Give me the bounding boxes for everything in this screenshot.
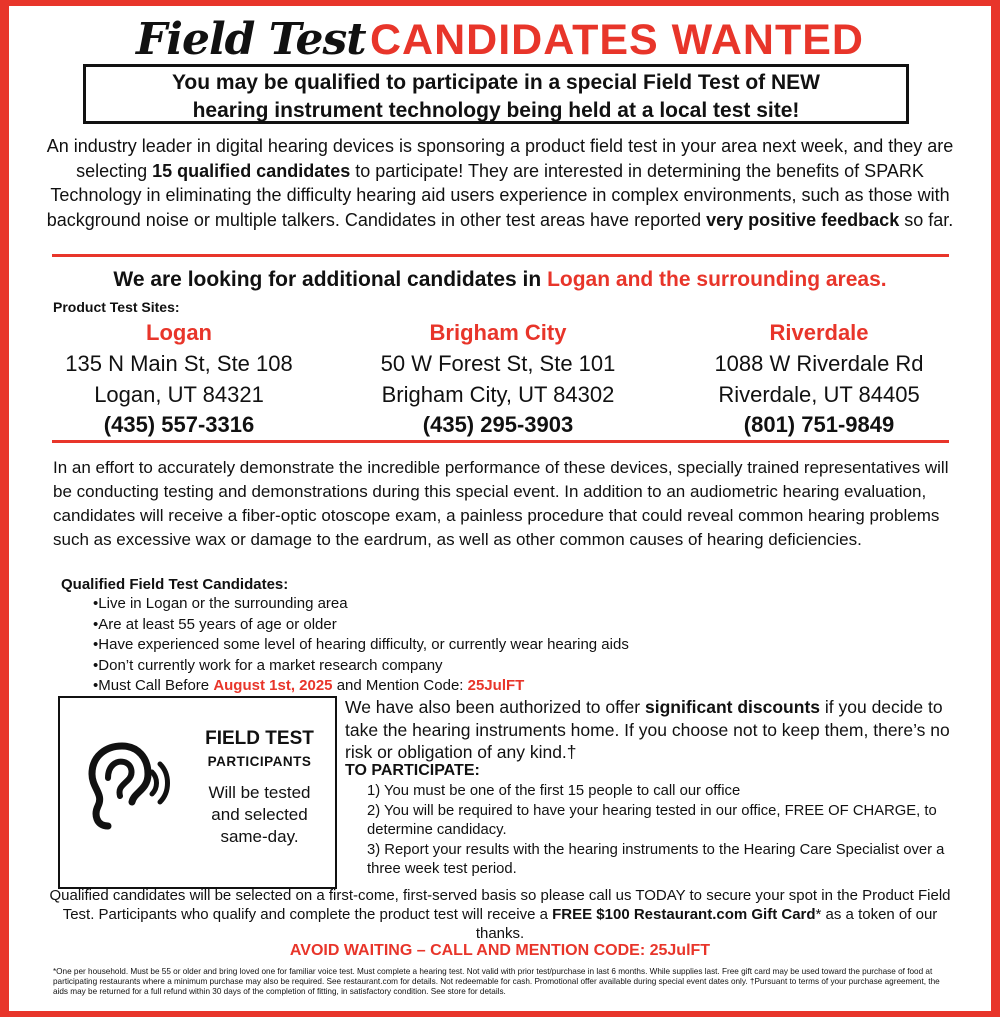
ad-page: [9, 6, 991, 1011]
candidates-wanted-title: CANDIDATES WANTED: [370, 16, 864, 64]
intro-paragraph: [39, 134, 961, 232]
intro-bold-candidates: 15 qualified candidates: [152, 160, 351, 181]
headline: [9, 14, 991, 65]
site-street: 50 W Forest St, Ste 101: [380, 351, 616, 376]
qualified-text: Qualified candidates will be selected on a first-come, first-served basis so please call us TODAY to secure your spot in the Product Field Test. Participants who qualify and complete the product test will receive a: [49, 887, 951, 923]
discount-text-post: if you decide to take the hearing instruments home. If you choose not to keep them, there’s no risk or obligation of any kind.†: [345, 697, 950, 762]
participants-text: [187, 782, 332, 848]
fine-print: *One per household. Must be 55 or older and bring loved one for familiar voice test. Must complete a hearing test. Not valid with prior test/purchase in last 6 months. While supplies last. Free gift card may be used toward the purchase of food at participating restaurants where a minimum purchase may also be required. See restaurant.com for details. Not redeemable for cash. Promotional offer available during special event dates only. †Pursuant to terms of your purchase agreement, the aids may be returned for a full refund within 30 days of the completion of fitting, in satisfactory condition. See store for details.: [53, 967, 940, 997]
site-city: Brigham City, UT 84302: [381, 382, 615, 407]
gift-card-offer: FREE $100 Restaurant.com Gift Card: [552, 906, 816, 923]
deadline-code: 25JulFT: [467, 677, 525, 694]
step-item: 1) You must be one of the first 15 people to call our office: [367, 783, 741, 799]
participants-line: same-day.: [220, 827, 299, 846]
looking-text: We are looking for additional candidates in: [113, 268, 548, 291]
intro-bold-feedback: very positive feedback: [706, 209, 900, 230]
discount-text: We have also been authorized to offer: [345, 697, 645, 717]
site-name: Brigham City: [429, 320, 567, 345]
participants-box: [58, 696, 337, 889]
site-phone[interactable]: (801) 751-9849: [743, 412, 895, 437]
qualify-line1: You may be qualified to participate in a special Field Test of: [171, 71, 771, 94]
intro-text-2: to participate! They are interested in determining the benefits of SPARK Technology in eliminating the difficulty hearing aid users experience in complex environments, such as those with background noise or multiple talkers. Candidates in other test areas have reported: [46, 160, 950, 230]
deadline-date: August 1st, 2025: [213, 677, 333, 694]
effort-paragraph: In an effort to accurately demonstrate the incredible performance of these devices, specially trained representatives will be conducting testing and demonstrations during this special event. In addition to an audiometric hearing evaluation, candidates will receive a fiber-optic otoscope exam, a painless procedure that could reveal common hearing problems such as excessive wax or damage to the eardrum, as well as other common causes of hearing deficiencies.: [53, 458, 949, 549]
sites-label: Product Test Sites:: [53, 299, 180, 315]
looking-area: Logan and the surrounding areas.: [547, 268, 887, 291]
steps-list: [367, 782, 957, 880]
site-street: 135 N Main St, Ste 108: [65, 351, 293, 376]
criteria-item: • Live in Logan or the surrounding area: [93, 594, 693, 615]
site-street: 1088 W Riverdale Rd: [714, 351, 924, 376]
site-city: Logan, UT 84321: [94, 382, 264, 407]
criteria-item: • Don’t currently work for a market research company: [93, 656, 693, 677]
intro-text-1: An industry leader in digital hearing devices is sponsoring a product field test in your area next week, and they are selecting: [46, 136, 954, 181]
participants-subtitle: PARTICIPANTS: [207, 754, 312, 769]
criteria-item: • Have experienced some level of hearing difficulty, or currently wear hearing aids: [93, 635, 693, 656]
avoid-waiting-callout: AVOID WAITING – CALL AND MENTION CODE: 25JulFT: [289, 942, 711, 959]
site-name: Logan: [146, 320, 212, 345]
ear-sound-icon: [74, 738, 174, 838]
site-logan: [29, 318, 329, 440]
site-name: Riverdale: [769, 320, 869, 345]
site-riverdale: [669, 318, 969, 440]
participants-line: Will be tested: [208, 783, 311, 802]
discount-bold: significant discounts: [644, 697, 821, 717]
intro-text-3: so far.: [899, 209, 954, 230]
qualify-banner: [83, 64, 909, 124]
step-item: 3) Report your results with the hearing instruments to the Hearing Care Specialist over a three week test period.: [367, 841, 945, 878]
qualified-post: * as a token of our thanks.: [475, 906, 938, 942]
site-phone[interactable]: (435) 295-3903: [422, 412, 574, 437]
participants-line: and selected: [211, 805, 308, 824]
qualified-paragraph: [49, 886, 951, 943]
criteria-label: Qualified Field Test Candidates:: [61, 576, 289, 593]
deadline-text: Must Call Before: [98, 677, 214, 694]
step-item: 2) You will be required to have your hearing tested in our office, FREE OF CHARGE, to determine candidacy.: [367, 802, 937, 839]
site-city: Riverdale, UT 84405: [718, 382, 920, 407]
criteria-list: [93, 594, 693, 697]
field-test-script-title: Field Test: [136, 14, 366, 65]
criteria-item-deadline: [93, 676, 693, 697]
discount-paragraph: [345, 696, 955, 764]
looking-heading: [9, 268, 991, 292]
participants-title: FIELD TEST: [205, 728, 314, 749]
site-phone[interactable]: (435) 557-3316: [103, 412, 255, 437]
to-participate-label: TO PARTICIPATE:: [345, 762, 480, 779]
divider-top: [52, 254, 949, 257]
site-brigham-city: [348, 318, 648, 440]
qualify-new-word: NEW: [771, 71, 820, 94]
divider-bottom: [52, 440, 949, 443]
deadline-mid: and Mention Code:: [332, 677, 468, 694]
criteria-item: • Are at least 55 years of age or older: [93, 615, 693, 636]
qualify-line2: hearing instrument technology being held at a local test site!: [192, 99, 800, 122]
